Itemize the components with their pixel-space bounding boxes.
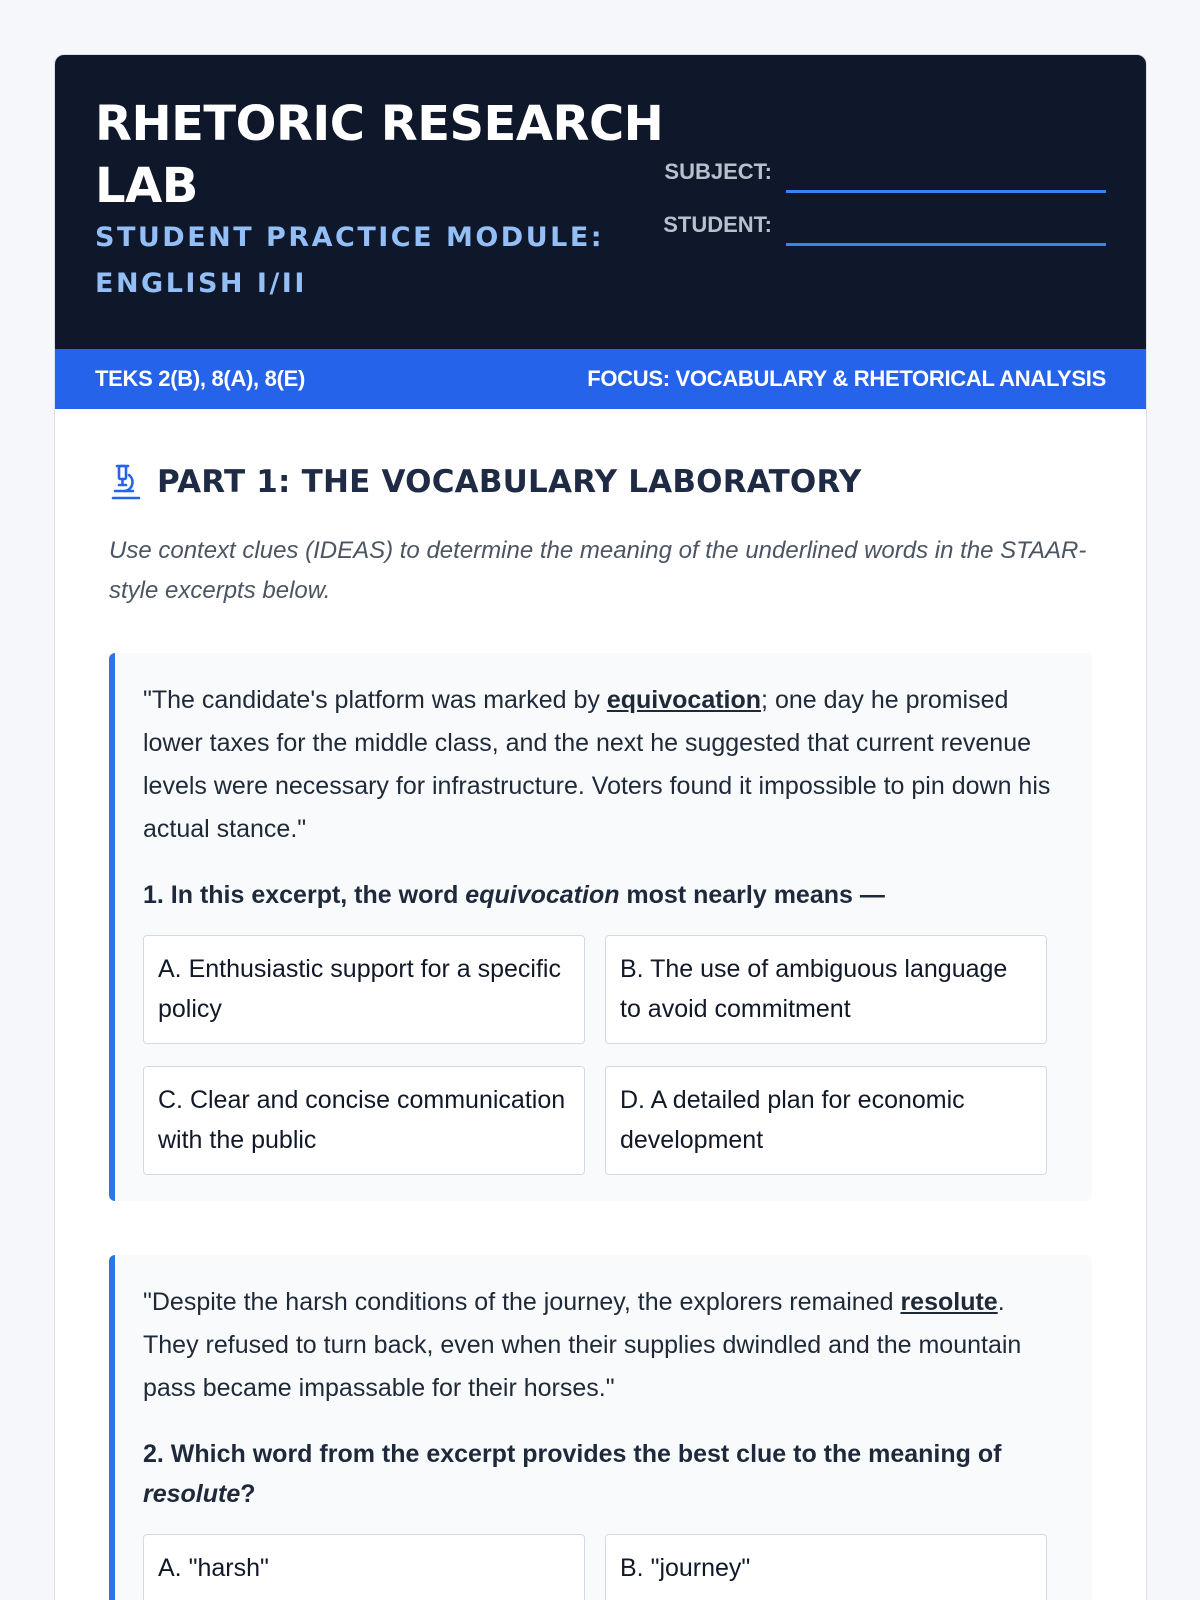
standards-band	[55, 349, 1146, 409]
q2-option-a[interactable]: A. "harsh"	[143, 1534, 585, 1600]
worksheet	[54, 54, 1147, 1600]
excerpt-2-post: . They refused to turn back, even when their supplies dwindled and the mountain pass became impassable for their horses."	[143, 1288, 1022, 1402]
question-1-post: most nearly means —	[619, 881, 885, 909]
q1-option-a[interactable]: A. Enthusiastic support for a specific policy	[143, 935, 585, 1044]
question-1-keyword: equivocation	[465, 881, 620, 909]
subject-label: SUBJECT:	[664, 159, 772, 184]
focus-label: FOCUS: VOCABULARY & RHETORICAL ANALYSIS	[587, 366, 1106, 391]
options-2	[143, 1534, 1064, 1600]
vocab-word-equivocation: equivocation	[606, 686, 762, 714]
excerpt-2-pre: "Despite the harsh conditions of the journey, the explorers remained	[143, 1288, 901, 1316]
question-card-2	[109, 1255, 1092, 1600]
subject-input-line[interactable]	[786, 190, 1106, 193]
question-1-pre: 1. In this excerpt, the word	[143, 881, 466, 909]
excerpt-2	[143, 1281, 1064, 1410]
question-2	[143, 1434, 1064, 1514]
q1-option-d[interactable]: D. A detailed plan for economic development	[605, 1066, 1047, 1175]
question-2-pre: 2. Which word from the excerpt provides the best clue to the meaning of	[143, 1440, 1002, 1468]
microscope-icon	[109, 463, 143, 501]
question-2-post: ?	[240, 1480, 256, 1508]
excerpt-1-post: ; one day he promised lower taxes for the middle class, and the next he suggested that current revenue levels were necessary for infrastructure. Voters found it impossible to pin down his actual stance."	[143, 686, 1051, 843]
part-heading	[109, 463, 1092, 501]
header	[55, 55, 1146, 349]
q1-option-b[interactable]: B. The use of ambiguous language to avoid commitment	[605, 935, 1047, 1044]
q1-option-c[interactable]: C. Clear and concise communication with the public	[143, 1066, 585, 1175]
teks-label: TEKS 2(B), 8(A), 8(E)	[95, 366, 306, 391]
subject-field[interactable]	[652, 159, 1106, 185]
options-1	[143, 935, 1064, 1175]
question-2-keyword: resolute	[143, 1480, 241, 1508]
content	[55, 409, 1146, 1600]
question-1	[143, 875, 1064, 915]
vocab-word-resolute: resolute	[900, 1288, 998, 1316]
q2-option-b[interactable]: B. "journey"	[605, 1534, 1047, 1600]
excerpt-1	[143, 679, 1064, 851]
excerpt-1-pre: "The candidate's platform was marked by	[143, 686, 607, 714]
page-title: RHETORIC RESEARCH LAB	[95, 96, 664, 214]
student-field[interactable]	[652, 212, 1106, 238]
student-input-line[interactable]	[786, 243, 1106, 246]
student-label: STUDENT:	[663, 212, 772, 237]
question-card-1	[109, 653, 1092, 1201]
module-subtitle: STUDENT PRACTICE MODULE: ENGLISH I/II	[95, 222, 605, 299]
instructions: Use context clues (IDEAS) to determine the meaning of the underlined words in the STAAR-style excerpts below.	[109, 537, 1087, 604]
part-heading-text: PART 1: THE VOCABULARY LABORATORY	[157, 464, 862, 500]
